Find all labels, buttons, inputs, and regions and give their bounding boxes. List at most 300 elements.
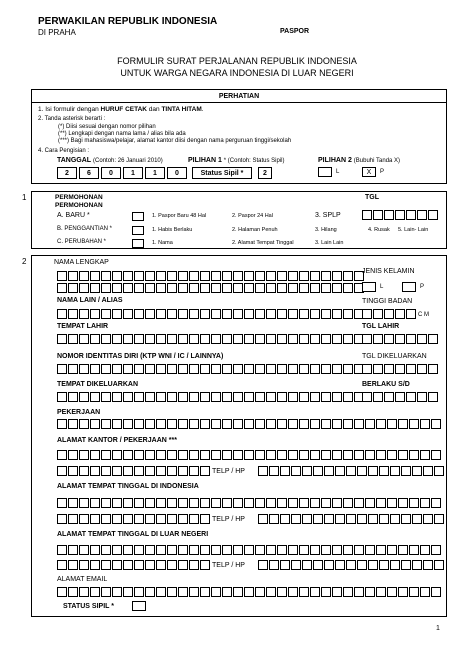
char-cell[interactable] xyxy=(101,450,111,460)
char-cell[interactable] xyxy=(57,560,67,570)
char-cell[interactable] xyxy=(244,283,254,293)
char-cell[interactable] xyxy=(332,498,342,508)
char-cell[interactable] xyxy=(244,271,254,281)
char-cell[interactable] xyxy=(79,283,89,293)
char-cell[interactable] xyxy=(321,392,331,402)
char-cell[interactable] xyxy=(395,392,405,402)
char-cell[interactable] xyxy=(189,560,199,570)
alamat-kantor-row-1[interactable] xyxy=(57,450,442,460)
char-cell[interactable] xyxy=(189,283,199,293)
char-cell[interactable] xyxy=(222,309,232,319)
char-cell[interactable] xyxy=(277,545,287,555)
char-cell[interactable] xyxy=(57,392,67,402)
char-cell[interactable] xyxy=(68,309,78,319)
char-cell[interactable] xyxy=(321,450,331,460)
char-cell[interactable] xyxy=(233,283,243,293)
char-cell[interactable] xyxy=(431,419,441,429)
tempat-lahir-row[interactable] xyxy=(57,334,365,344)
char-cell[interactable] xyxy=(346,466,356,476)
char-cell[interactable] xyxy=(332,419,342,429)
char-cell[interactable] xyxy=(409,545,419,555)
char-cell[interactable] xyxy=(288,587,298,597)
char-cell[interactable] xyxy=(434,466,444,476)
char-cell[interactable] xyxy=(90,498,100,508)
char-cell[interactable] xyxy=(277,334,287,344)
char-cell[interactable] xyxy=(145,392,155,402)
char-cell[interactable] xyxy=(101,309,111,319)
char-cell[interactable] xyxy=(288,309,298,319)
char-cell[interactable] xyxy=(68,450,78,460)
char-cell[interactable] xyxy=(156,450,166,460)
char-cell[interactable] xyxy=(255,545,265,555)
char-cell[interactable] xyxy=(123,419,133,429)
char-cell[interactable] xyxy=(255,271,265,281)
char-cell[interactable] xyxy=(112,283,122,293)
char-cell[interactable] xyxy=(412,514,422,524)
tinggi-badan-input[interactable] xyxy=(362,309,417,319)
char-cell[interactable] xyxy=(211,392,221,402)
char-cell[interactable] xyxy=(57,450,67,460)
char-cell[interactable] xyxy=(390,466,400,476)
char-cell[interactable] xyxy=(266,392,276,402)
char-cell[interactable] xyxy=(277,364,287,374)
char-cell[interactable] xyxy=(145,498,155,508)
char-cell[interactable] xyxy=(423,466,433,476)
char-cell[interactable] xyxy=(90,514,100,524)
char-cell[interactable] xyxy=(255,364,265,374)
char-cell[interactable] xyxy=(79,334,89,344)
char-cell[interactable] xyxy=(79,560,89,570)
char-cell[interactable] xyxy=(255,450,265,460)
char-cell[interactable] xyxy=(200,334,210,344)
char-cell[interactable] xyxy=(357,466,367,476)
char-cell[interactable] xyxy=(167,514,177,524)
char-cell[interactable] xyxy=(112,498,122,508)
char-cell[interactable] xyxy=(288,334,298,344)
option-b-checkbox[interactable] xyxy=(132,226,144,235)
char-cell[interactable] xyxy=(178,450,188,460)
char-cell[interactable] xyxy=(365,419,375,429)
char-cell[interactable] xyxy=(200,587,210,597)
char-cell[interactable] xyxy=(428,364,438,374)
char-cell[interactable] xyxy=(335,560,345,570)
char-cell[interactable] xyxy=(90,309,100,319)
char-cell[interactable] xyxy=(409,419,419,429)
nama-lengkap-row-1[interactable] xyxy=(57,271,365,281)
char-cell[interactable] xyxy=(346,560,356,570)
char-cell[interactable] xyxy=(387,587,397,597)
char-cell[interactable] xyxy=(365,498,375,508)
char-cell[interactable] xyxy=(387,545,397,555)
char-cell[interactable] xyxy=(233,587,243,597)
alamat-luar-negeri-row-2[interactable] xyxy=(57,560,211,570)
char-cell[interactable] xyxy=(266,271,276,281)
char-cell[interactable] xyxy=(145,283,155,293)
char-cell[interactable] xyxy=(167,364,177,374)
char-cell[interactable] xyxy=(365,545,375,555)
char-cell[interactable] xyxy=(145,514,155,524)
char-cell[interactable] xyxy=(79,466,89,476)
char-cell[interactable] xyxy=(222,283,232,293)
char-cell[interactable] xyxy=(255,419,265,429)
char-cell[interactable] xyxy=(68,466,78,476)
char-cell[interactable] xyxy=(90,545,100,555)
char-cell[interactable] xyxy=(112,466,122,476)
char-cell[interactable] xyxy=(57,514,67,524)
char-cell[interactable] xyxy=(332,545,342,555)
char-cell[interactable] xyxy=(222,498,232,508)
char-cell[interactable] xyxy=(302,514,312,524)
char-cell[interactable] xyxy=(123,271,133,281)
char-cell[interactable] xyxy=(420,450,430,460)
char-cell[interactable] xyxy=(178,271,188,281)
char-cell[interactable] xyxy=(398,450,408,460)
char-cell[interactable] xyxy=(332,309,342,319)
alamat-indonesia-row-2[interactable] xyxy=(57,514,211,524)
char-cell[interactable] xyxy=(362,392,372,402)
char-cell[interactable] xyxy=(68,498,78,508)
char-cell[interactable] xyxy=(156,283,166,293)
char-cell[interactable] xyxy=(233,450,243,460)
char-cell[interactable] xyxy=(280,560,290,570)
status-sipil-input[interactable] xyxy=(132,601,146,611)
char-cell[interactable] xyxy=(373,364,383,374)
char-cell[interactable] xyxy=(324,514,334,524)
char-cell[interactable] xyxy=(332,364,342,374)
char-cell[interactable] xyxy=(321,283,331,293)
char-cell[interactable] xyxy=(255,309,265,319)
char-cell[interactable] xyxy=(211,545,221,555)
char-cell[interactable] xyxy=(79,392,89,402)
char-cell[interactable] xyxy=(233,334,243,344)
option-a-checkbox[interactable] xyxy=(132,212,144,221)
char-cell[interactable] xyxy=(277,271,287,281)
char-cell[interactable] xyxy=(406,364,416,374)
telp-luar-negeri-input[interactable] xyxy=(258,560,445,570)
char-cell[interactable] xyxy=(310,545,320,555)
char-cell[interactable] xyxy=(362,364,372,374)
char-cell[interactable] xyxy=(376,419,386,429)
char-cell[interactable] xyxy=(167,545,177,555)
nama-alias-row[interactable] xyxy=(57,309,365,319)
char-cell[interactable] xyxy=(112,560,122,570)
char-cell[interactable] xyxy=(222,419,232,429)
alamat-luar-negeri-row-1[interactable] xyxy=(57,545,442,555)
char-cell[interactable] xyxy=(222,587,232,597)
char-cell[interactable] xyxy=(332,392,342,402)
char-cell[interactable] xyxy=(156,271,166,281)
char-cell[interactable] xyxy=(244,587,254,597)
char-cell[interactable] xyxy=(200,364,210,374)
char-cell[interactable] xyxy=(200,271,210,281)
char-cell[interactable] xyxy=(313,466,323,476)
jk-l-checkbox[interactable] xyxy=(362,282,376,292)
char-cell[interactable] xyxy=(420,419,430,429)
char-cell[interactable] xyxy=(321,545,331,555)
char-cell[interactable] xyxy=(420,587,430,597)
char-cell[interactable] xyxy=(57,334,67,344)
char-cell[interactable] xyxy=(299,419,309,429)
char-cell[interactable] xyxy=(178,466,188,476)
char-cell[interactable] xyxy=(79,450,89,460)
char-cell[interactable] xyxy=(420,545,430,555)
char-cell[interactable] xyxy=(299,334,309,344)
char-cell[interactable] xyxy=(68,334,78,344)
char-cell[interactable] xyxy=(423,560,433,570)
char-cell[interactable] xyxy=(266,364,276,374)
char-cell[interactable] xyxy=(134,587,144,597)
char-cell[interactable] xyxy=(302,560,312,570)
nomor-identitas-row[interactable] xyxy=(57,364,365,374)
char-cell[interactable] xyxy=(310,364,320,374)
char-cell[interactable] xyxy=(299,450,309,460)
char-cell[interactable] xyxy=(68,271,78,281)
char-cell[interactable] xyxy=(409,587,419,597)
char-cell[interactable] xyxy=(167,309,177,319)
char-cell[interactable] xyxy=(101,283,111,293)
char-cell[interactable] xyxy=(123,392,133,402)
char-cell[interactable] xyxy=(112,514,122,524)
char-cell[interactable] xyxy=(101,466,111,476)
char-cell[interactable] xyxy=(222,364,232,374)
char-cell[interactable] xyxy=(376,450,386,460)
char-cell[interactable] xyxy=(178,587,188,597)
char-cell[interactable] xyxy=(167,466,177,476)
char-cell[interactable] xyxy=(178,514,188,524)
char-cell[interactable] xyxy=(211,364,221,374)
char-cell[interactable] xyxy=(123,283,133,293)
char-cell[interactable] xyxy=(156,466,166,476)
char-cell[interactable] xyxy=(112,271,122,281)
char-cell[interactable] xyxy=(134,466,144,476)
char-cell[interactable] xyxy=(112,364,122,374)
char-cell[interactable] xyxy=(112,309,122,319)
char-cell[interactable] xyxy=(376,545,386,555)
char-cell[interactable] xyxy=(343,271,353,281)
char-cell[interactable] xyxy=(417,364,427,374)
char-cell[interactable] xyxy=(321,419,331,429)
char-cell[interactable] xyxy=(302,466,312,476)
char-cell[interactable] xyxy=(354,450,364,460)
telp-indonesia-input[interactable] xyxy=(258,514,445,524)
char-cell[interactable] xyxy=(376,498,386,508)
alamat-kantor-row-2[interactable] xyxy=(57,466,211,476)
char-cell[interactable] xyxy=(222,334,232,344)
char-cell[interactable] xyxy=(134,309,144,319)
char-cell[interactable] xyxy=(178,334,188,344)
char-cell[interactable] xyxy=(288,283,298,293)
char-cell[interactable] xyxy=(90,392,100,402)
char-cell[interactable] xyxy=(244,392,254,402)
char-cell[interactable] xyxy=(200,545,210,555)
telp-kantor-input[interactable] xyxy=(258,466,445,476)
char-cell[interactable] xyxy=(362,334,372,344)
char-cell[interactable] xyxy=(384,364,394,374)
char-cell[interactable] xyxy=(101,419,111,429)
char-cell[interactable] xyxy=(395,364,405,374)
char-cell[interactable] xyxy=(423,514,433,524)
char-cell[interactable] xyxy=(406,334,416,344)
char-cell[interactable] xyxy=(112,392,122,402)
char-cell[interactable] xyxy=(178,419,188,429)
char-cell[interactable] xyxy=(343,283,353,293)
char-cell[interactable] xyxy=(79,364,89,374)
char-cell[interactable] xyxy=(233,364,243,374)
char-cell[interactable] xyxy=(233,271,243,281)
char-cell[interactable] xyxy=(288,364,298,374)
char-cell[interactable] xyxy=(134,283,144,293)
char-cell[interactable] xyxy=(244,450,254,460)
tgl-input-row[interactable] xyxy=(362,210,439,220)
tgl-lahir-input[interactable] xyxy=(362,334,439,344)
char-cell[interactable] xyxy=(387,450,397,460)
char-cell[interactable] xyxy=(321,587,331,597)
char-cell[interactable] xyxy=(178,560,188,570)
char-cell[interactable] xyxy=(134,450,144,460)
char-cell[interactable] xyxy=(200,309,210,319)
char-cell[interactable] xyxy=(266,334,276,344)
char-cell[interactable] xyxy=(258,560,268,570)
char-cell[interactable] xyxy=(112,587,122,597)
char-cell[interactable] xyxy=(288,271,298,281)
char-cell[interactable] xyxy=(299,498,309,508)
char-cell[interactable] xyxy=(321,334,331,344)
char-cell[interactable] xyxy=(376,587,386,597)
char-cell[interactable] xyxy=(178,545,188,555)
char-cell[interactable] xyxy=(244,334,254,344)
char-cell[interactable] xyxy=(90,450,100,460)
char-cell[interactable] xyxy=(343,309,353,319)
char-cell[interactable] xyxy=(332,334,342,344)
char-cell[interactable] xyxy=(409,498,419,508)
char-cell[interactable] xyxy=(299,364,309,374)
char-cell[interactable] xyxy=(178,309,188,319)
char-cell[interactable] xyxy=(277,309,287,319)
char-cell[interactable] xyxy=(222,392,232,402)
char-cell[interactable] xyxy=(200,450,210,460)
char-cell[interactable] xyxy=(258,514,268,524)
char-cell[interactable] xyxy=(211,450,221,460)
char-cell[interactable] xyxy=(189,514,199,524)
char-cell[interactable] xyxy=(233,419,243,429)
char-cell[interactable] xyxy=(277,392,287,402)
char-cell[interactable] xyxy=(324,560,334,570)
char-cell[interactable] xyxy=(189,498,199,508)
char-cell[interactable] xyxy=(123,545,133,555)
char-cell[interactable] xyxy=(431,498,441,508)
char-cell[interactable] xyxy=(123,587,133,597)
char-cell[interactable] xyxy=(211,334,221,344)
jk-p-checkbox[interactable] xyxy=(402,282,416,292)
char-cell[interactable] xyxy=(343,545,353,555)
char-cell[interactable] xyxy=(310,419,320,429)
char-cell[interactable] xyxy=(335,514,345,524)
char-cell[interactable] xyxy=(145,587,155,597)
char-cell[interactable] xyxy=(428,334,438,344)
char-cell[interactable] xyxy=(123,466,133,476)
char-cell[interactable] xyxy=(178,392,188,402)
char-cell[interactable] xyxy=(134,560,144,570)
char-cell[interactable] xyxy=(123,364,133,374)
char-cell[interactable] xyxy=(123,450,133,460)
char-cell[interactable] xyxy=(310,271,320,281)
char-cell[interactable] xyxy=(156,587,166,597)
char-cell[interactable] xyxy=(90,560,100,570)
char-cell[interactable] xyxy=(145,560,155,570)
char-cell[interactable] xyxy=(398,587,408,597)
char-cell[interactable] xyxy=(145,364,155,374)
char-cell[interactable] xyxy=(299,587,309,597)
char-cell[interactable] xyxy=(299,271,309,281)
char-cell[interactable] xyxy=(211,419,221,429)
char-cell[interactable] xyxy=(79,271,89,281)
char-cell[interactable] xyxy=(189,587,199,597)
char-cell[interactable] xyxy=(387,419,397,429)
char-cell[interactable] xyxy=(255,283,265,293)
char-cell[interactable] xyxy=(266,498,276,508)
char-cell[interactable] xyxy=(79,514,89,524)
char-cell[interactable] xyxy=(354,587,364,597)
char-cell[interactable] xyxy=(313,560,323,570)
char-cell[interactable] xyxy=(57,466,67,476)
char-cell[interactable] xyxy=(57,545,67,555)
char-cell[interactable] xyxy=(343,364,353,374)
char-cell[interactable] xyxy=(343,450,353,460)
char-cell[interactable] xyxy=(68,514,78,524)
char-cell[interactable] xyxy=(401,514,411,524)
char-cell[interactable] xyxy=(390,514,400,524)
char-cell[interactable] xyxy=(277,498,287,508)
char-cell[interactable] xyxy=(167,498,177,508)
char-cell[interactable] xyxy=(277,283,287,293)
char-cell[interactable] xyxy=(90,466,100,476)
char-cell[interactable] xyxy=(134,514,144,524)
char-cell[interactable] xyxy=(417,334,427,344)
char-cell[interactable] xyxy=(398,498,408,508)
char-cell[interactable] xyxy=(373,309,383,319)
char-cell[interactable] xyxy=(134,271,144,281)
char-cell[interactable] xyxy=(434,560,444,570)
char-cell[interactable] xyxy=(123,514,133,524)
char-cell[interactable] xyxy=(167,283,177,293)
char-cell[interactable] xyxy=(156,545,166,555)
char-cell[interactable] xyxy=(101,560,111,570)
char-cell[interactable] xyxy=(343,392,353,402)
char-cell[interactable] xyxy=(167,392,177,402)
char-cell[interactable] xyxy=(233,498,243,508)
char-cell[interactable] xyxy=(321,309,331,319)
char-cell[interactable] xyxy=(299,309,309,319)
alamat-email-row[interactable] xyxy=(57,587,442,597)
char-cell[interactable] xyxy=(57,271,67,281)
char-cell[interactable] xyxy=(288,419,298,429)
char-cell[interactable] xyxy=(101,545,111,555)
char-cell[interactable] xyxy=(211,587,221,597)
char-cell[interactable] xyxy=(288,498,298,508)
char-cell[interactable] xyxy=(368,466,378,476)
nama-lengkap-row-2[interactable] xyxy=(57,283,365,293)
berlaku-input[interactable] xyxy=(362,392,439,402)
char-cell[interactable] xyxy=(90,587,100,597)
char-cell[interactable] xyxy=(288,392,298,402)
char-cell[interactable] xyxy=(112,334,122,344)
char-cell[interactable] xyxy=(156,498,166,508)
char-cell[interactable] xyxy=(90,419,100,429)
char-cell[interactable] xyxy=(68,560,78,570)
char-cell[interactable] xyxy=(346,514,356,524)
char-cell[interactable] xyxy=(299,392,309,402)
char-cell[interactable] xyxy=(310,587,320,597)
